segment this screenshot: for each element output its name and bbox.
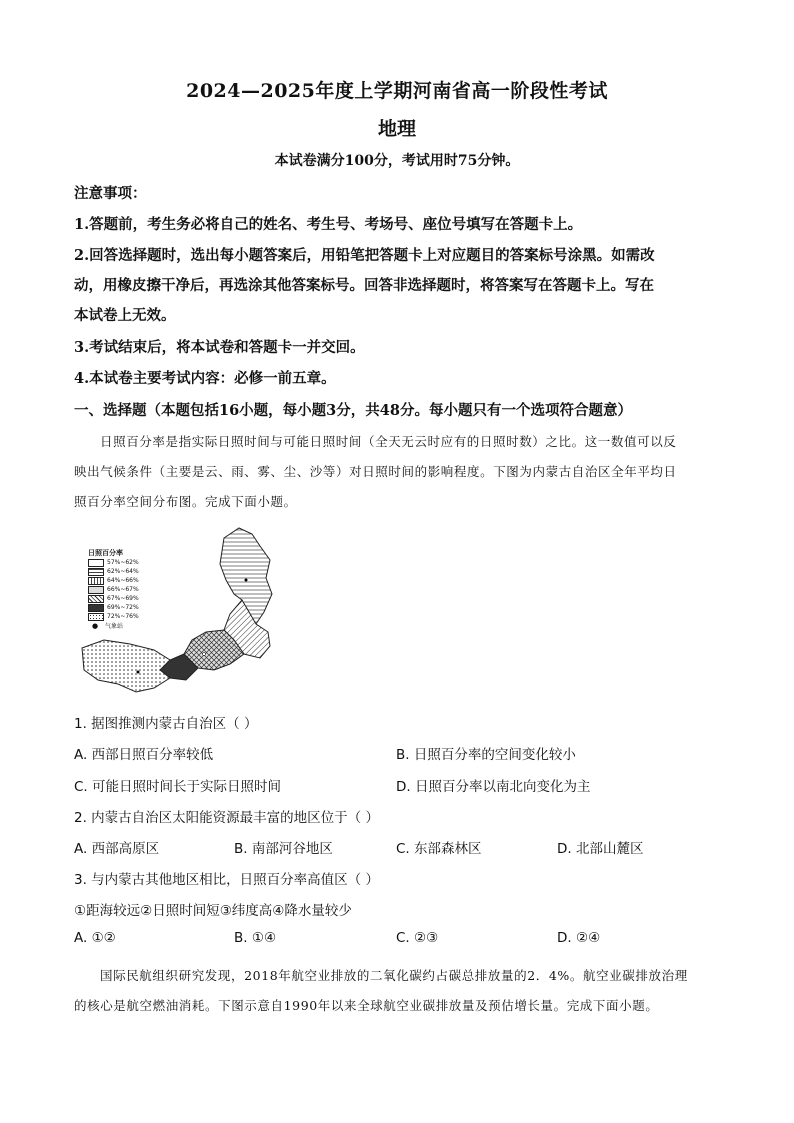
question-3-option-d[interactable]: D. ②④ [557, 930, 601, 946]
legend-swatch [88, 595, 104, 603]
legend-swatch [88, 604, 104, 612]
notice-item-2-line-1: 2.回答选择题时，选出每小题答案后，用铅笔把答题卡上对应题目的答案标号涂黑。如需改 [74, 247, 655, 264]
legend-swatch [88, 577, 104, 585]
map-region-west [82, 640, 170, 692]
weather-station-icon: ● [91, 621, 99, 630]
legend-swatch [88, 586, 104, 594]
legend-label: 气象站 [105, 623, 124, 630]
legend-item [88, 585, 166, 594]
legend-label: 69%~72% [107, 604, 139, 611]
passage-2-line-1: 国际民航组织研究发现，2018年航空业排放的二氧化碳约占碳总排放量的2．4%。航空业碳排放治理 [100, 968, 688, 983]
notice-item-3: 3.考试结束后，将本试卷和答题卡一并交回。 [74, 339, 365, 356]
legend-title: 日照百分率 [88, 549, 123, 557]
legend-label: 72%~76% [107, 613, 139, 620]
notice-item-2-line-3: 本试卷上无效。 [74, 307, 176, 324]
legend-item [88, 612, 166, 621]
exam-info: 本试卷满分100分，考试用时75分钟。 [274, 153, 520, 169]
notice-item-4: 4.本试卷主要考试内容：必修一前五章。 [74, 370, 336, 387]
question-3-conditions: ①距海较远②日照时间短③纬度高④降水量较少 [74, 903, 352, 919]
question-3-option-c[interactable]: C. ②③ [396, 930, 439, 946]
legend-item [88, 567, 166, 576]
question-2-option-a[interactable]: A. 西部高原区 [74, 841, 160, 857]
question-3-option-a[interactable]: A. ①② [74, 930, 116, 946]
passage-1-line-3: 照百分率空间分布图。完成下面小题。 [74, 494, 297, 509]
map-legend [88, 548, 166, 630]
passage-1-line-1: 日照百分率是指实际日照时间与可能日照时间（全天无云时应有的日照时数）之比。这一数值可以反 [100, 434, 677, 449]
legend-label: 64%~66% [107, 577, 139, 584]
passage-1-line-2: 映出气候条件（主要是云、雨、雾、尘、沙等）对日照时间的影响程度。下图为内蒙古自治区全年平均日 [74, 464, 677, 479]
subject-title: 地理 [377, 118, 416, 140]
legend-swatch [88, 568, 104, 576]
notice-item-2-line-2: 动，用橡皮擦干净后，再选涂其他答案标号。回答非选择题时，将答案写在答题卡上。写在 [74, 277, 654, 294]
legend-item [88, 576, 166, 585]
legend-swatch [88, 613, 104, 621]
passage-2-line-2: 的核心是航空燃油消耗。下图示意自1990年以来全球航空业碳排放量及预估增长量。完成下面小题。 [74, 998, 659, 1013]
section-heading: 一、选择题（本题包括16小题，每小题3分，共48分。每小题只有一个选项符合题意） [74, 402, 632, 419]
legend-swatch [88, 559, 104, 567]
question-2-option-d[interactable]: D. 北部山麓区 [557, 841, 644, 857]
question-1-option-a[interactable]: A. 西部日照百分率较低 [74, 747, 214, 763]
question-2-stem: 2. 内蒙古自治区太阳能资源最丰富的地区位于（ ） [74, 810, 379, 826]
question-2-option-c[interactable]: C. 东部森林区 [396, 841, 482, 857]
question-3-option-b[interactable]: B. ①④ [234, 930, 277, 946]
legend-label: 67%~69% [107, 595, 139, 602]
notice-item-1: 1.答题前，考生务必将自己的姓名、考生号、考场号、座位号填写在答题卡上。 [74, 216, 583, 233]
question-2-option-b[interactable]: B. 南部河谷地区 [234, 841, 333, 857]
question-1-option-b[interactable]: B. 日照百分率的空间变化较小 [396, 747, 576, 763]
legend-item [88, 558, 166, 567]
exam-title: 2024—2025年度上学期河南省高一阶段性考试 [186, 80, 608, 102]
notice-heading: 注意事项： [74, 185, 147, 202]
legend-label: 66%~67% [107, 586, 139, 593]
question-1-option-d[interactable]: D. 日照百分率以南北向变化为主 [396, 779, 591, 795]
question-1-option-c[interactable]: C. 可能日照时间长于实际日照时间 [74, 779, 282, 795]
legend-label: 62%~64% [107, 568, 139, 575]
legend-label: 57%~62% [107, 559, 139, 566]
question-1-stem: 1. 据图推测内蒙古自治区（ ） [74, 716, 258, 732]
legend-item [88, 621, 166, 630]
legend-item [88, 594, 166, 603]
legend-item [88, 603, 166, 612]
question-3-stem: 3. 与内蒙古其他地区相比，日照百分率高值区（ ） [74, 872, 379, 888]
sunshine-map-figure [74, 520, 286, 702]
